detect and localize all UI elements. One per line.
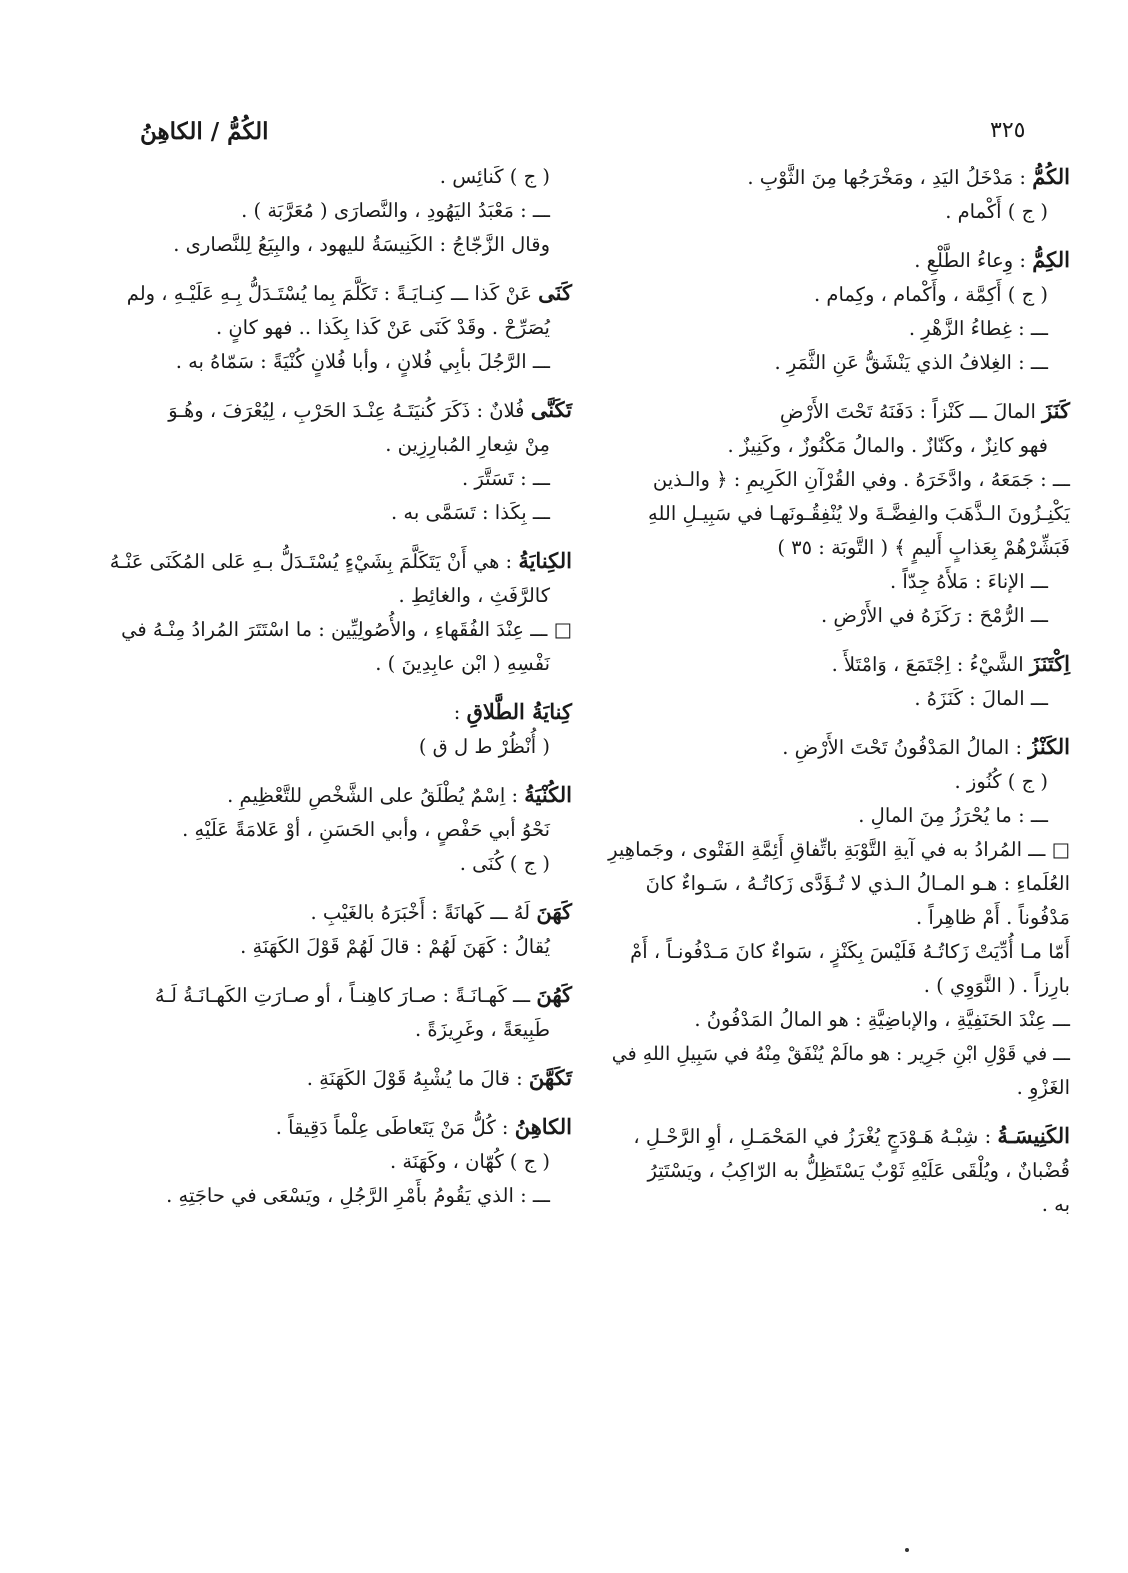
- definition-text: ـــ : تَسَتَّرَ .: [462, 467, 550, 490]
- definition-text: ـــ الإناءَ : مَلأَهُ جِدّاً .: [890, 570, 1048, 593]
- entry-line: [608, 497, 1070, 531]
- definition-text: فَبَشِّرْهُمْ بِعَذابٍ أَليمٍ ﴾ ( التَّوبَة : ٣٥ ): [777, 536, 1070, 559]
- headword: كَهَنَ: [536, 899, 572, 924]
- definition-text: ( ج ) كُهّان ، وكَهَنَة .: [389, 1150, 550, 1173]
- entry-line: [110, 847, 572, 881]
- definition-text: الشَّيْءُ : اِجْتَمَعَ ، وَامْتَلأَ .: [831, 653, 1030, 676]
- entry-line: [110, 496, 572, 530]
- headword: الكُنْيَةُ: [524, 782, 572, 807]
- entry-line: [608, 463, 1070, 497]
- definition-text: : مَدْخَلُ اليَدِ ، ومَخْرَجُها مِنَ الثَّوْبِ .: [747, 166, 1033, 189]
- headword: اِكْتَنَزَ: [1029, 651, 1070, 676]
- dictionary-entry: [110, 160, 572, 262]
- entry-line: [608, 1188, 1070, 1222]
- entry-line: [110, 276, 572, 311]
- definition-text: ـــ في قَوْلِ ابْنِ جَرِير : هو مالَمْ يُنْفَقْ مِنْهُ في سَبِيلِ اللهِ في: [611, 1043, 1070, 1065]
- entry-line: [608, 429, 1070, 463]
- entry-line: [110, 778, 572, 813]
- headword: الكَنْزُ: [1028, 734, 1070, 759]
- dictionary-entry: [110, 544, 572, 681]
- entry-line: [608, 969, 1070, 1003]
- definition-text: ـــ المالَ : كَنَزَهُ .: [914, 687, 1048, 710]
- entry-line: [110, 194, 572, 228]
- dictionary-entry: [608, 243, 1070, 380]
- headword: كَنَى: [538, 280, 572, 305]
- entry-line: [608, 682, 1070, 716]
- page-number: ٣٢٥: [990, 118, 1026, 143]
- entry-line: [608, 1154, 1070, 1188]
- entry-line: [608, 867, 1070, 901]
- definition-text: مِنْ شِعارِ المُبارِزِين .: [385, 433, 550, 456]
- definition-text: ـــ الرَّجُلَ بأبِي فُلانٍ ، وأبا فُلانٍ كُنْيَةً : سَمّاهُ به .: [175, 350, 550, 373]
- definition-text: فهو كانِزٌ ، وكَنّازٌ . والمالُ مَكْنُوزٌ ، وكَنِيزٌ .: [727, 434, 1048, 457]
- definition-text: ـــ عِنْدَ الحَنَفِيَّةِ ، والإباضِيَّةِ : هو المالُ المَدْفُونُ .: [694, 1008, 1070, 1031]
- entry-line: [110, 462, 572, 496]
- headword: كِنايَةُ الطَّلاقِ: [466, 699, 572, 724]
- definition-text: ( ج ) أَكْمام .: [945, 200, 1048, 223]
- definition-text: ـــ كَهـانَـةً : صـارَ كاهِنـاً ، أو صـارَتِ الكَهـانَـةُ لَـهُ: [154, 984, 537, 1007]
- entry-line: [608, 346, 1070, 380]
- right-column: [608, 160, 1070, 1236]
- entry-line: [608, 730, 1070, 765]
- left-column: [110, 160, 572, 1227]
- definition-text: : وِعاءُ الطَّلْعِ .: [914, 249, 1033, 272]
- entry-line: [608, 195, 1070, 229]
- definition-text: وقال الزَّجّاجُ : الكَنِيسَةُ لليهود ، والبِيَعُ لِلنَّصارى .: [173, 233, 550, 256]
- headword: الكُمُّ: [1032, 164, 1070, 189]
- definition-text: الغَزْوِ .: [1016, 1076, 1070, 1099]
- entry-line: [110, 895, 572, 930]
- definition-text: ـــ : الذي يَقُومُ بأَمْرِ الرَّجُلِ ، ويَسْعَى في حاجَتِهِ .: [166, 1184, 550, 1207]
- dictionary-entry: [110, 695, 572, 764]
- entry-line: [608, 765, 1070, 799]
- definition-text: ـــ الرُّمْحَ : رَكَزَهُ في الأَرْضِ .: [820, 604, 1048, 627]
- entry-line: [110, 544, 572, 579]
- entry-line: [110, 160, 572, 194]
- definition-text: يُقالُ : كَهَنَ لَهُمْ : قالَ لَهُمْ قَوْلَ الكَهَنَةِ .: [240, 935, 550, 958]
- definition-text: ـــ بِكَذا : تَسَمَّى به .: [391, 501, 550, 524]
- dictionary-entry: [110, 778, 572, 881]
- definition-text: فُلانٌ : ذَكَرَ كُنيَتَـهُ عِنْـدَ الحَرْبِ ، لِيُعْرَفَ ، وهُـوَ: [168, 399, 531, 422]
- entry-line: [608, 1119, 1070, 1154]
- entry-line: [110, 428, 572, 462]
- entry-line: [110, 579, 572, 613]
- definition-text: به .: [1041, 1193, 1070, 1216]
- definition-text: نَحْوُ أبي حَفْصٍ ، وأبي الحَسَنِ ، أوْ عَلامَةً عَلَيْهِ .: [182, 818, 550, 841]
- definition-text: □ ـــ المُرادُ به في آيةِ التَّوْبَةِ باتِّفاقِ أَئِمَّةِ الفَتْوى ، وجَماهِيرِ: [608, 838, 1070, 861]
- entry-line: [608, 1003, 1070, 1037]
- definition-text: : اِسْمٌ يُطْلَقُ على الشَّخْصِ للتَّعْظِيمِ .: [227, 784, 525, 807]
- dictionary-entry: [110, 1061, 572, 1096]
- headword: تَكَنَّى: [530, 397, 572, 422]
- entry-line: [110, 1013, 572, 1047]
- headword: كَنَزَ: [1042, 398, 1070, 423]
- dictionary-entry: [110, 276, 572, 379]
- entry-line: [110, 1061, 572, 1096]
- headword: كَهُنَ: [536, 982, 572, 1007]
- definition-text: كالرَّفَثِ ، والغائِطِ .: [398, 584, 550, 607]
- headword: الكِنايَةُ: [518, 548, 572, 573]
- entry-line: [608, 394, 1070, 429]
- entry-line: [608, 1071, 1070, 1105]
- definition-text: ( ج ) كَنائِس .: [439, 165, 550, 188]
- entry-line: [110, 813, 572, 847]
- entry-line: [110, 930, 572, 964]
- entry-line: [110, 695, 572, 730]
- dictionary-entry: [110, 393, 572, 530]
- definition-text: : كُلُّ مَنْ يَتَعاطَى عِلْماً دَقِيقاً .: [275, 1116, 515, 1139]
- dictionary-entry: [608, 647, 1070, 716]
- definition-text: ( ج ) كُنَى .: [459, 852, 550, 875]
- definition-text: لَهُ ـــ كَهانَةً : أَخْبَرَهُ بالغَيْبِ .: [310, 901, 537, 924]
- dictionary-entry: [110, 978, 572, 1047]
- headword: تَكَهَّنَ: [528, 1065, 572, 1090]
- entry-line: [608, 901, 1070, 935]
- entry-line: [110, 978, 572, 1013]
- definition-text: ـــ : جَمَعَهُ ، وادَّخَرَهُ . وفي القُرْآنِ الكَرِيمِ : ﴿ والـذين: [652, 468, 1070, 491]
- entry-line: [608, 565, 1070, 599]
- dictionary-entry: [608, 730, 1070, 1105]
- definition-text: ( ج ) أَكِمَّة ، وأَكْمام ، وكِمام .: [814, 283, 1048, 306]
- definition-text: المالَ ـــ كَنْزاً : دَفَنَهُ تَحْتَ الأَرْضِ: [779, 400, 1043, 423]
- dictionary-entry: [110, 1110, 572, 1213]
- definition-text: طَبِيعَةً ، وغَرِيزَةً .: [414, 1018, 550, 1041]
- entry-line: [110, 1179, 572, 1213]
- definition-text: ـــ : غِطاءُ الزَّهْرِ .: [908, 317, 1048, 340]
- definition-text: : شِبْـهُ هَـوْدَجٍ يُغْرَزُ في المَحْمَـلِ ، أوِ الرَّحْـلِ ،: [633, 1125, 998, 1148]
- definition-text: عَنْ كَذا ـــ كِنـايَـةً : تَكَلَّمَ بِما يُسْتَـدَلُّ بِـهِ عَلَيْـهِ ، ولم: [126, 282, 539, 305]
- entry-line: [608, 799, 1070, 833]
- definition-text: العُلَماءِ : هـو المـالُ الـذي لا تُـؤَدَّى زَكاتُـهُ ، سَـواءٌ كانَ: [645, 872, 1070, 895]
- definition-text: بارِزاً . ( النَّوَوِي ) .: [923, 974, 1070, 997]
- dictionary-entry: [608, 394, 1070, 633]
- definition-text: مَدْفُوناً . أَمْ ظاهِراً .: [915, 906, 1070, 929]
- definition-text: قُضْبانٌ ، ويُلْقَى عَلَيْهِ ثَوْبٌ يَسْتَظِلُّ به الرّاكِبُ ، ويَسْتَتِرُ: [647, 1159, 1070, 1182]
- entry-line: [110, 613, 572, 647]
- entry-line: [110, 730, 572, 764]
- entry-line: [110, 1145, 572, 1179]
- definition-text: :: [453, 701, 467, 724]
- headword: الكِمُّ: [1032, 247, 1070, 272]
- entry-line: [608, 278, 1070, 312]
- entry-line: [608, 243, 1070, 278]
- entry-line: [608, 599, 1070, 633]
- definition-text: : المالُ المَدْفُونُ تَحْتَ الأَرْضِ .: [782, 736, 1029, 759]
- definition-text: : هي أَنْ يَتَكَلَّمَ بِشَيْءٍ يُسْتَـدَلُّ بـهِ عَلى المُكَنَى عَنْـهُ: [109, 550, 519, 573]
- headword: الكاهِنُ: [514, 1114, 572, 1139]
- entry-line: [608, 935, 1070, 969]
- entry-line: [608, 647, 1070, 682]
- entry-line: [608, 833, 1070, 867]
- definition-text: يَكْنِـزُونَ الـذَّهَبَ والفِضَّـةَ ولا يُنْفِقُـونَهـا في سَبِيـلِ اللهِ: [647, 502, 1070, 525]
- entry-line: [110, 393, 572, 428]
- entry-line: [110, 1110, 572, 1145]
- definition-text: ( ج ) كُنُوز .: [954, 770, 1048, 793]
- definition-text: نَفْسِهِ ( ابْن عابِدِينَ ) .: [375, 652, 550, 675]
- dictionary-entry: [608, 160, 1070, 229]
- dictionary-entry: [608, 1119, 1070, 1222]
- footer-mark: [905, 1548, 909, 1552]
- running-head: الكُمُّ / الكاهِنُ: [140, 118, 269, 145]
- definition-text: ـــ : الغِلافُ الذي يَنْشَقُّ عَنِ الثَّمَرِ .: [774, 351, 1048, 374]
- entry-line: [110, 228, 572, 262]
- definition-text: □ ـــ عِنْدَ الفُقَهاءِ ، والأُصُولِيِّين : ما اسْتَتَرَ المُرادُ مِنْـهُ في: [121, 618, 572, 641]
- entry-line: [608, 531, 1070, 565]
- entry-line: [110, 345, 572, 379]
- dictionary-entry: [110, 895, 572, 964]
- entry-line: [110, 311, 572, 345]
- definition-text: أَمّا مـا أُدِّيَتْ زَكاتُـهُ فَلَيْسَ بِكَنْزٍ ، سَواءٌ كانَ مَـدْفُونـاً ، أَمْ: [630, 940, 1070, 963]
- definition-text: ـــ : مَعْبَدُ اليَهُودِ ، والنَّصارَى ( مُعَرَّبَة ) .: [241, 199, 550, 222]
- entry-line: [110, 647, 572, 681]
- headword: الكَنِيسَـةُ: [997, 1123, 1070, 1148]
- definition-text: ـــ : ما يُحْرَزُ مِنَ المالِ .: [858, 804, 1048, 827]
- entry-line: [608, 312, 1070, 346]
- entry-line: [608, 160, 1070, 195]
- entry-line: [608, 1037, 1070, 1071]
- definition-text: يُصَرِّحْ . وقَدْ كَنَى عَنْ كَذا بِكَذا .. فهو كانٍ .: [215, 316, 550, 339]
- definition-text: ( أُنْظُرْ ط ل ق ): [418, 735, 550, 758]
- definition-text: : قالَ ما يُشْبِهُ قَوْلَ الكَهَنَةِ .: [306, 1067, 529, 1090]
